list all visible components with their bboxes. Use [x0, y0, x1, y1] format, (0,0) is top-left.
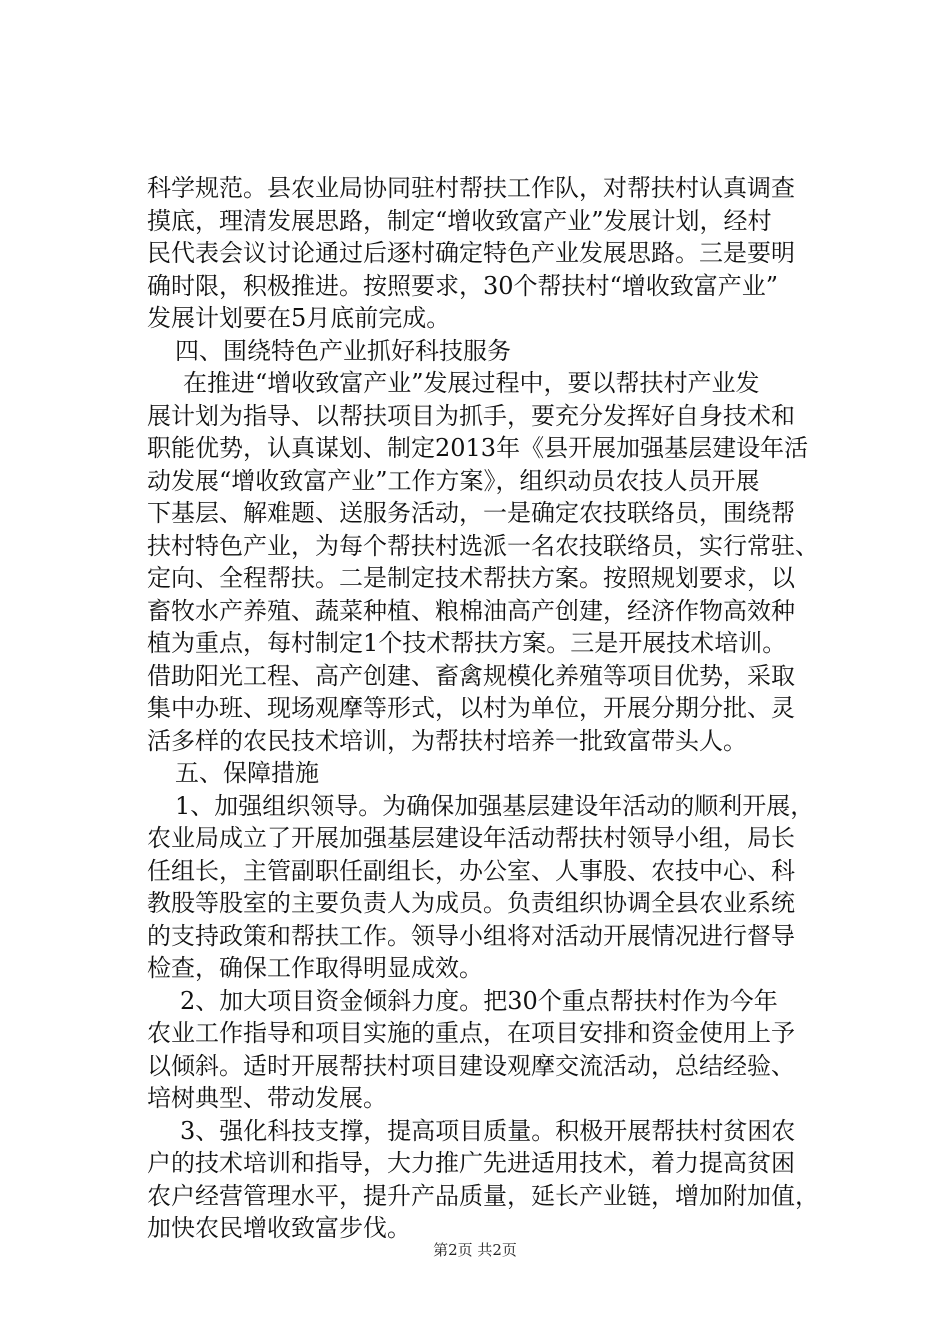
text-line: 2、加大项目资金倾斜力度。把30个重点帮扶村作为今年	[180, 986, 778, 1015]
text-line: 下基层、解难题、送服务活动，一是确定农技联络员，围绕帮	[147, 499, 795, 527]
text-line: 发展计划要在5月底前完成。	[147, 304, 451, 332]
text-line: 户的技术培训和指导，大力推广先进适用技术，着力提高贫困	[147, 1149, 795, 1177]
text-line: 农业局成立了开展加强基层建设年活动帮扶村领导小组，局长	[147, 824, 795, 852]
text-line: 在推进“增收致富产业”发展过程中，要以帮扶村产业发	[183, 369, 760, 397]
text-line: 摸底，理清发展思路，制定“增收致富产业”发展计划，经村	[147, 206, 772, 235]
text-line: 职能优势，认真谋划、制定2013年《县开展加强基层建设年活	[147, 434, 809, 462]
text-line: 科学规范。县农业局协同驻村帮扶工作队，对帮扶村认真调查	[147, 174, 795, 202]
text-line: 3、强化科技支撑，提高项目质量。积极开展帮扶村贫困农	[180, 1116, 796, 1145]
text-line: 活多样的农民技术培训，为帮扶村培养一批致富带头人。	[147, 726, 747, 755]
text-line: 集中办班、现场观摩等形式，以村为单位，开展分期分批、灵	[147, 694, 795, 722]
text-line: 任组长，主管副职任副组长，办公室、人事股、农技中心、科	[147, 856, 795, 885]
text-line: 确时限，积极推进。按照要求，30个帮扶村“增收致富产业”	[147, 271, 779, 300]
text-line: 加快农民增收致富步伐。	[147, 1214, 411, 1242]
text-line: 扶村特色产业，为每个帮扶村选派一名农技联络员，实行常驻、	[147, 531, 819, 560]
text-line: 农户经营管理水平，提升产品质量，延长产业链，增加附加值，	[147, 1181, 819, 1210]
document-body	[147, 172, 819, 1245]
text-line: 教股等股室的主要负责人为成员。负责组织协调全县农业系统	[147, 889, 795, 917]
text-line: 动发展“增收致富产业”工作方案》，组织动员农技人员开展	[147, 466, 760, 495]
text-line: 畜牧水产养殖、蔬菜种植、粮棉油高产创建，经济作物高效种	[147, 596, 795, 625]
text-line: 展计划为指导、以帮扶项目为抓手，要充分发挥好自身技术和	[147, 401, 795, 430]
text-line: 农业工作指导和项目实施的重点，在项目安排和资金使用上予	[147, 1019, 795, 1047]
text-line: 民代表会议讨论通过后逐村确定特色产业发展思路。三是要明	[147, 239, 795, 267]
page-footer: 第2页 共2页	[433, 1241, 517, 1259]
text-line: 定向、全程帮扶。二是制定技术帮扶方案。按照规划要求，以	[147, 564, 795, 592]
text-line: 以倾斜。适时开展帮扶村项目建设观摩交流活动，总结经验、	[147, 1051, 795, 1080]
text-line: 四、围绕特色产业抓好科技服务	[175, 336, 511, 365]
text-line: 植为重点，每村制定1个技术帮扶方案。三是开展技术培训。	[147, 629, 787, 657]
text-line: 检查，确保工作取得明显成效。	[147, 954, 483, 982]
text-line: 1、加强组织领导。为确保加强基层建设年活动的顺利开展，	[175, 791, 815, 820]
text-line: 的支持政策和帮扶工作。领导小组将对活动开展情况进行督导	[147, 921, 795, 950]
text-line: 五、保障措施	[175, 759, 319, 787]
text-line: 借助阳光工程、高产创建、畜禽规模化养殖等项目优势，采取	[147, 661, 795, 690]
text-line: 培树典型、带动发展。	[147, 1084, 387, 1112]
